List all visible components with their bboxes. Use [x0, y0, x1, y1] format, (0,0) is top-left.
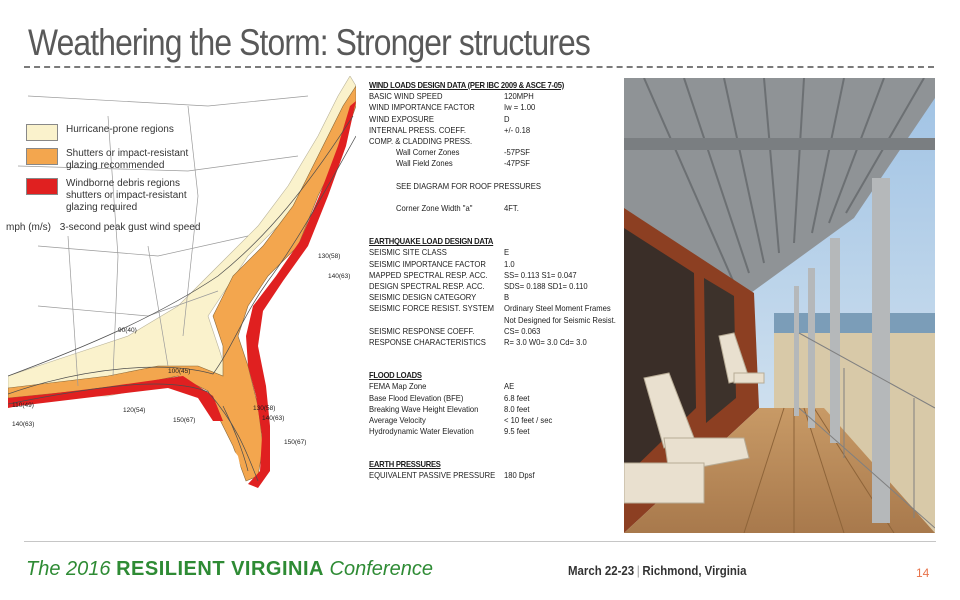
data-row — [369, 102, 603, 113]
legend-units — [6, 222, 200, 234]
data-row — [369, 259, 603, 270]
data-key: WIND EXPOSURE — [369, 113, 435, 124]
data-value: D — [504, 113, 510, 124]
slide-title: Weathering the Storm: Stronger structures — [28, 22, 590, 63]
data-value: B — [504, 292, 510, 303]
data-value: CS= 0.063 — [504, 325, 541, 336]
data-row — [369, 91, 603, 102]
data-key: Wall Corner Zones — [396, 147, 460, 158]
data-value: SS= 0.113 S1= 0.047 — [504, 269, 577, 280]
map-label: 150(67) — [173, 417, 196, 424]
footer-divider — [24, 541, 936, 542]
data-row — [369, 303, 611, 314]
conference-logo — [26, 558, 433, 581]
data-row — [369, 381, 603, 392]
section-heading: WIND LOADS DESIGN DATA (PER IBC 2009 & ASCE 7-05) — [369, 80, 565, 90]
data-key: Base Flood Elevation (BFE) — [369, 392, 464, 403]
data-key: Hydrodynamic Water Elevation — [369, 426, 474, 437]
data-value: AE — [504, 381, 515, 392]
data-key: BASIC WIND SPEED — [369, 91, 443, 102]
map-label: 140(63) — [328, 273, 351, 280]
section-heading: FLOOD LOADS — [369, 370, 422, 381]
data-key: SEISMIC FORCE RESIST. SYSTEM — [369, 303, 494, 314]
section-heading: EARTHQUAKE LOAD DESIGN DATA — [369, 236, 494, 247]
data-row — [369, 136, 603, 147]
porch-photo — [624, 78, 935, 533]
data-row — [369, 158, 603, 169]
data-value: SDS= 0.188 SD1= 0.110 — [504, 281, 588, 291]
map-label: 140(63) — [262, 415, 285, 422]
data-value: Ordinary Steel Moment Frames — [504, 303, 611, 314]
data-key: Wall Field Zones — [396, 158, 453, 169]
data-value: < 10 feet / sec — [504, 414, 553, 425]
legend-swatch — [26, 178, 58, 195]
conference-city: Richmond, Virginia — [642, 563, 747, 578]
legend-label: Windborne debris regions shutters or impact-resistant glazing required — [66, 178, 187, 213]
data-key: DESIGN SPECTRAL RESP. ACC. — [369, 281, 485, 291]
wind-speed-map — [8, 76, 356, 500]
data-row — [369, 337, 603, 348]
data-value: 6.8 feet — [504, 392, 530, 403]
data-value: 4FT. — [504, 203, 519, 214]
data-key: EQUIVALENT PASSIVE PRESSURE — [369, 470, 496, 481]
data-key: SEISMIC DESIGN CATEGORY — [369, 292, 477, 303]
data-value: 180 Dpsf — [504, 470, 535, 481]
data-value: 8.0 feet — [504, 403, 530, 414]
data-key: Corner Zone Width "a" — [396, 203, 473, 214]
data-key: Average Velocity — [369, 414, 426, 425]
data-key: WIND IMPORTANCE FACTOR — [369, 102, 475, 113]
title-divider — [24, 66, 934, 68]
conference-dates: March 22-23 — [568, 563, 635, 578]
map-label: 110(49) — [12, 402, 34, 409]
data-row — [369, 426, 603, 437]
map-graphic — [8, 76, 356, 500]
legend-swatch — [26, 148, 58, 165]
data-key: SEISMIC RESPONSE COEFF. — [369, 325, 475, 336]
data-note: SEE DIAGRAM FOR ROOF PRESSURES — [396, 180, 541, 191]
data-value: +/- 0.18 — [504, 124, 531, 135]
data-row — [369, 203, 603, 214]
data-row — [369, 404, 603, 415]
data-value: -57PSF — [504, 147, 530, 158]
data-row — [369, 393, 603, 404]
data-row — [369, 181, 603, 192]
data-value: E — [504, 247, 510, 258]
data-key: COMP. & CLADDING PRESS. — [369, 135, 473, 146]
data-value: -47PSF — [504, 158, 530, 169]
map-label: 90(40) — [118, 327, 137, 334]
page-number: 14 — [916, 566, 930, 580]
units-description: 3-second peak gust wind speed — [59, 222, 201, 233]
data-row — [369, 247, 603, 258]
data-value: R= 3.0 W0= 3.0 Cd= 3.0 — [504, 336, 587, 347]
data-row — [369, 125, 603, 136]
map-label: 130(58) — [253, 405, 276, 412]
data-key: Breaking Wave Height Elevation — [369, 403, 479, 414]
data-row — [369, 415, 603, 426]
map-label: 150(67) — [284, 439, 307, 446]
map-label: 130(58) — [318, 253, 341, 260]
data-value: Not Designed for Seismic Resist. — [504, 314, 616, 325]
conference-date-location: March 22-23 | Richmond, Virginia — [568, 563, 747, 578]
data-key: SEISMIC SITE CLASS — [369, 247, 447, 258]
data-value: Iw = 1.00 — [504, 102, 536, 113]
data-row — [369, 114, 603, 125]
data-row — [369, 292, 603, 303]
legend-swatch — [26, 124, 58, 141]
map-label: 100(45) — [168, 368, 191, 375]
data-key: INTERNAL PRESS. COEFF. — [369, 124, 467, 135]
map-label: 120(54) — [123, 407, 146, 414]
legend-label: Hurricane-prone regions — [66, 124, 174, 135]
data-key: FEMA Map Zone — [369, 381, 427, 392]
conference-year: The 2016 — [26, 558, 111, 580]
data-row — [369, 281, 603, 292]
data-key: MAPPED SPECTRAL RESP. ACC. — [369, 269, 488, 280]
conference-brand: RESILIENT VIRGINIA — [116, 558, 324, 580]
data-row — [369, 270, 603, 281]
porch-illustration — [624, 78, 935, 533]
data-value: 120MPH — [504, 91, 534, 102]
data-value: 1.0 — [504, 258, 515, 269]
section-heading: EARTH PRESSURES — [369, 459, 441, 470]
legend-label: Shutters or impact-resistant glazing recommended — [66, 148, 189, 171]
design-data-table — [369, 80, 616, 482]
map-label: 140(63) — [12, 421, 35, 428]
data-row — [369, 326, 603, 337]
data-row — [369, 314, 616, 326]
units-label: mph (m/s) — [6, 222, 51, 233]
data-row — [369, 470, 603, 481]
data-value: 9.5 feet — [504, 426, 530, 437]
conference-word: Conference — [329, 558, 433, 580]
data-row — [369, 147, 603, 158]
data-key: RESPONSE CHARACTERISTICS — [369, 336, 486, 347]
data-key: SEISMIC IMPORTANCE FACTOR — [369, 258, 486, 269]
